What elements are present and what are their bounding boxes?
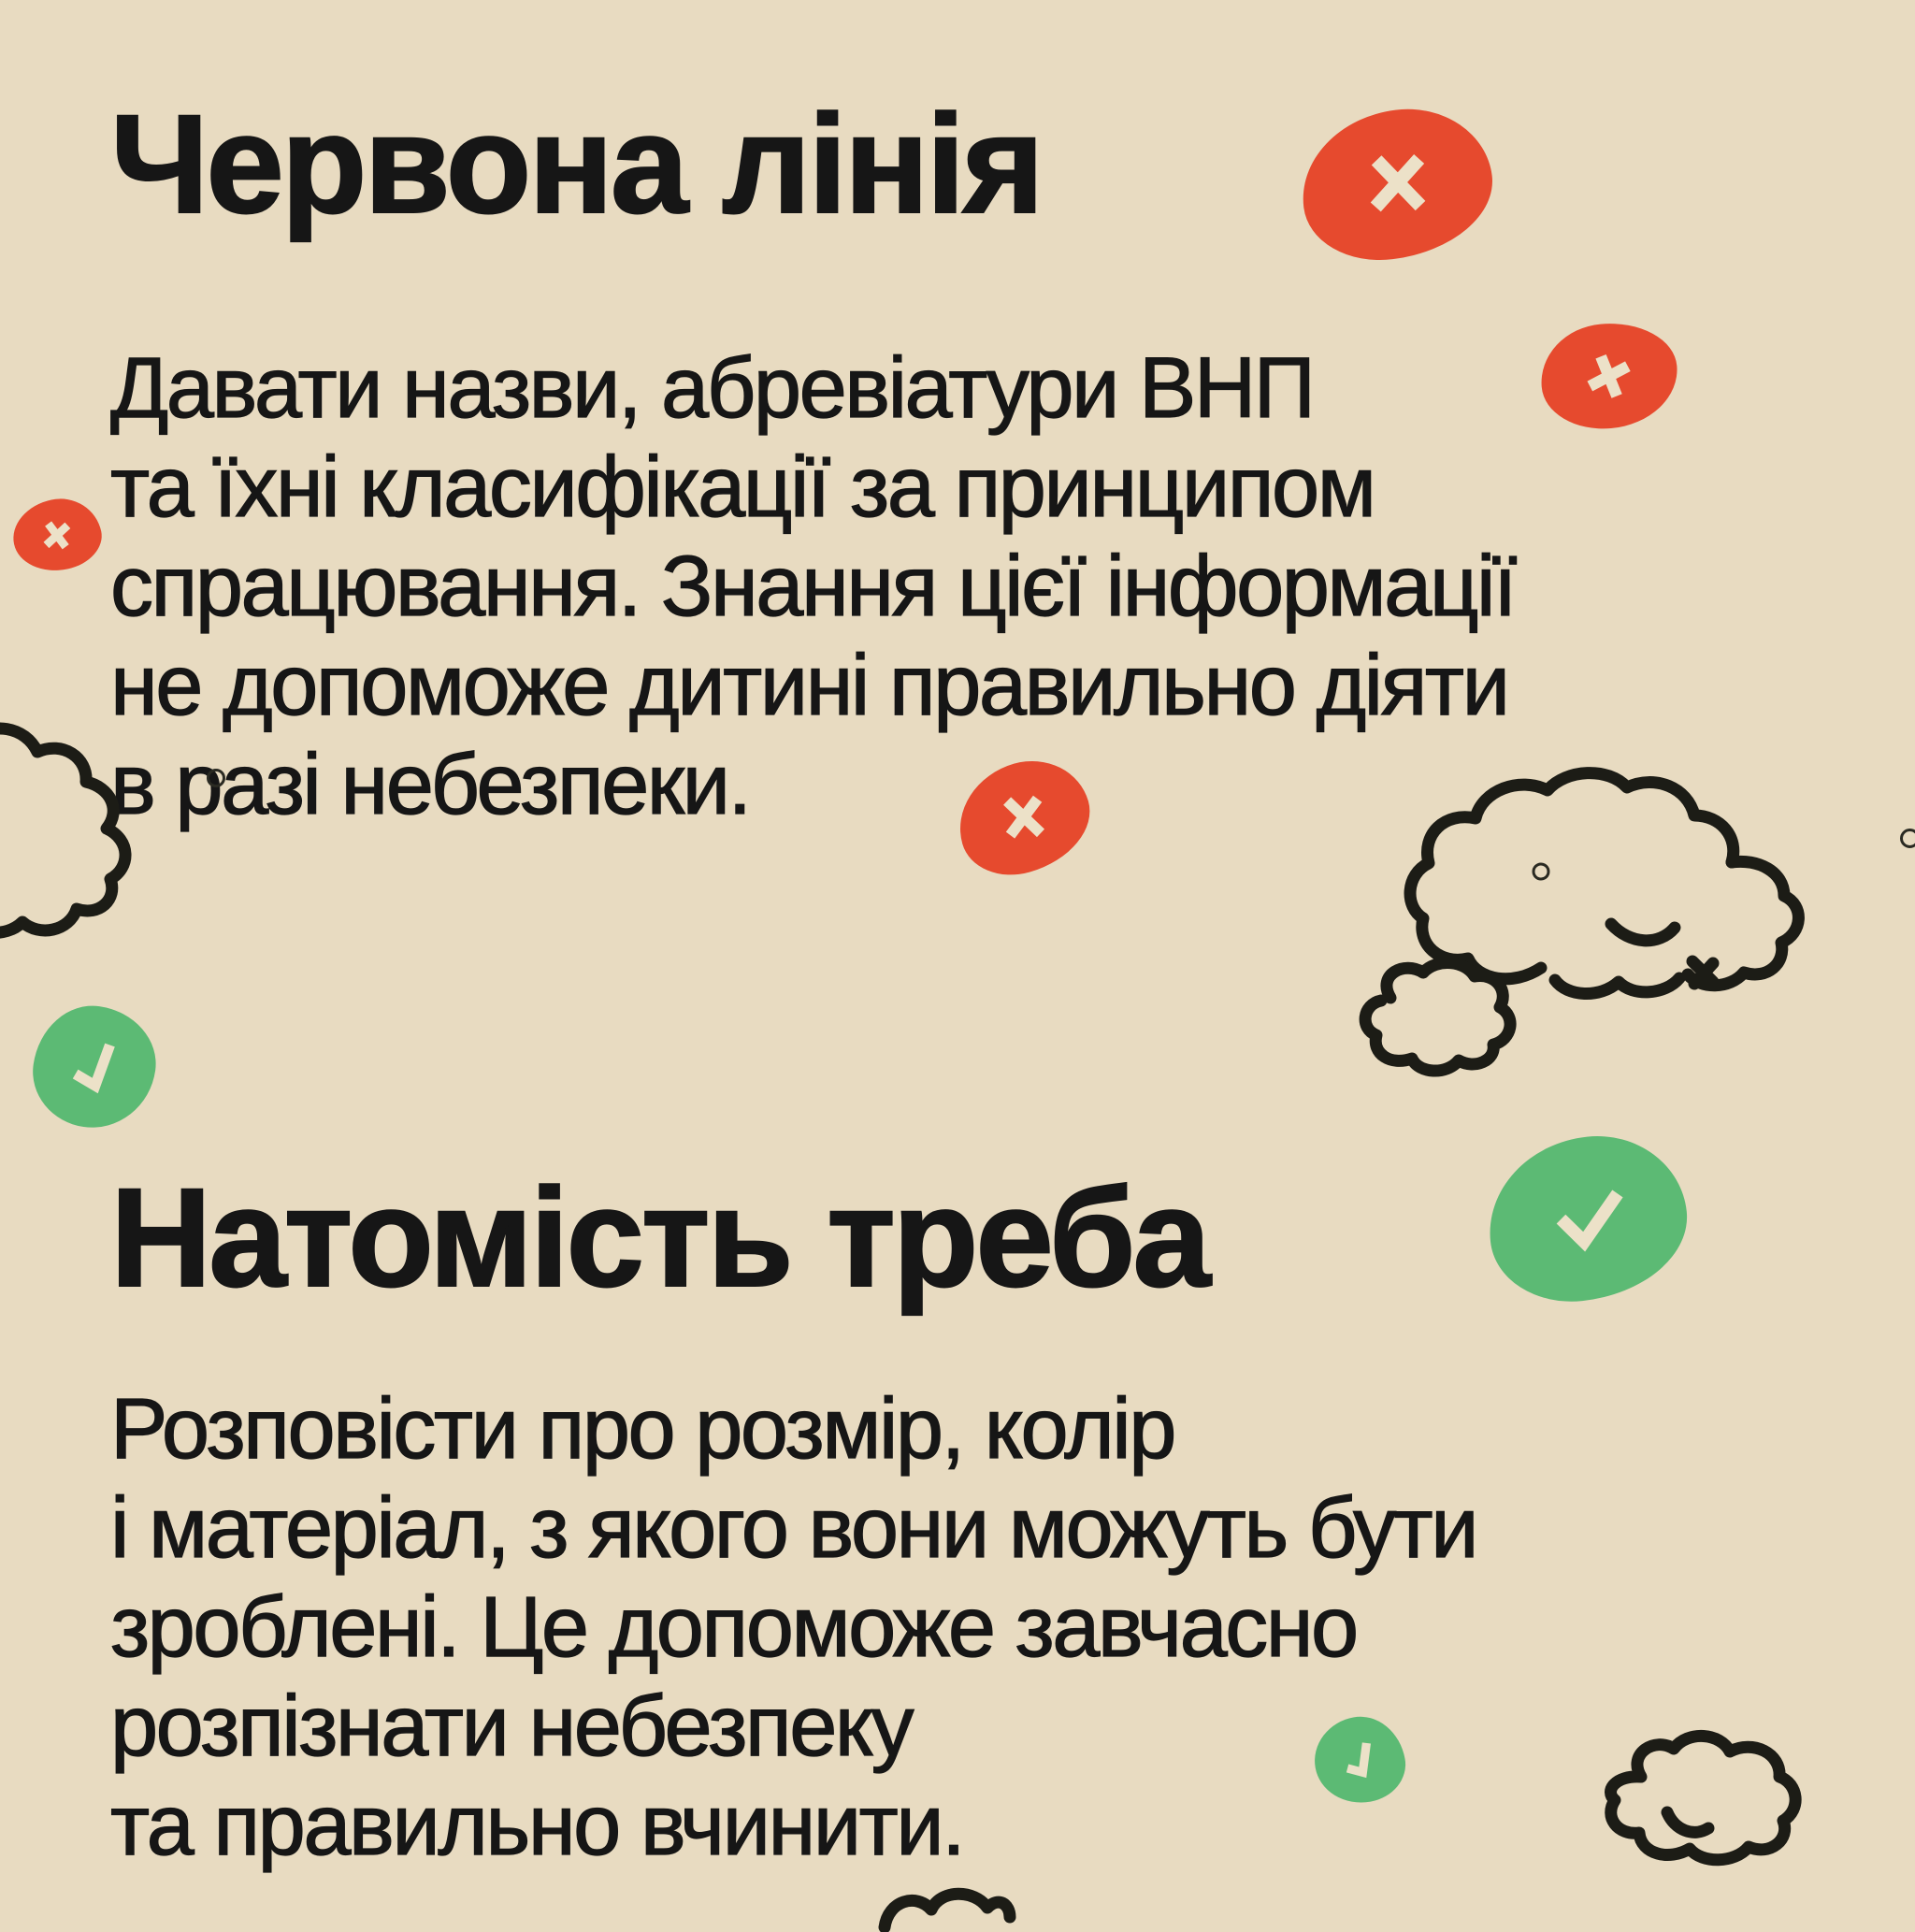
cloud-doodle-bottom-partial — [877, 1885, 1017, 1932]
text-line: Розповісти про розмір, колір — [110, 1381, 1174, 1477]
red-section-title: Червона лінія — [110, 85, 1042, 242]
cloud-doodle-bottom-right — [1585, 1725, 1809, 1884]
text-line: зроблені. Це допоможе завчасно — [110, 1579, 1357, 1675]
check-icon — [1511, 1153, 1665, 1285]
x-icon — [1322, 123, 1472, 246]
text-line: в разі небезпеки. — [110, 737, 750, 832]
circle-doodle — [207, 769, 225, 787]
text-line: Давати назви, абревіатури ВНП — [110, 340, 1314, 436]
x-badge-line — [1536, 318, 1681, 434]
cloud-doodle-left — [0, 713, 198, 970]
check-icon — [1322, 1723, 1397, 1795]
red-section-body — [110, 339, 1515, 834]
check-icon — [45, 1017, 144, 1117]
text-line: та їхні класифікації за принципом — [110, 440, 1375, 535]
text-line: спрацювання. Знання цієї інформації — [110, 539, 1516, 634]
x-badge-large — [1293, 99, 1501, 269]
x-icon — [21, 503, 94, 567]
x-icon — [1557, 334, 1662, 417]
green-section-body — [110, 1379, 1476, 1875]
x-icon — [967, 767, 1080, 868]
text-line: та правильно вчинити. — [110, 1778, 964, 1873]
text-line: не допоможе дитині правильно діяти — [110, 638, 1508, 733]
x-badge-small-left — [7, 491, 108, 579]
check-badge-left — [26, 999, 164, 1136]
cloud-doodle-right-small — [1348, 956, 1526, 1087]
text-line: і матеріал, з якого вони можуть бути — [110, 1480, 1477, 1576]
text-line: розпізнати небезпеку — [110, 1679, 913, 1774]
green-section-title: Натомість треба — [110, 1159, 1208, 1316]
check-badge-large — [1480, 1127, 1694, 1309]
circle-doodle-edge — [1900, 829, 1915, 848]
